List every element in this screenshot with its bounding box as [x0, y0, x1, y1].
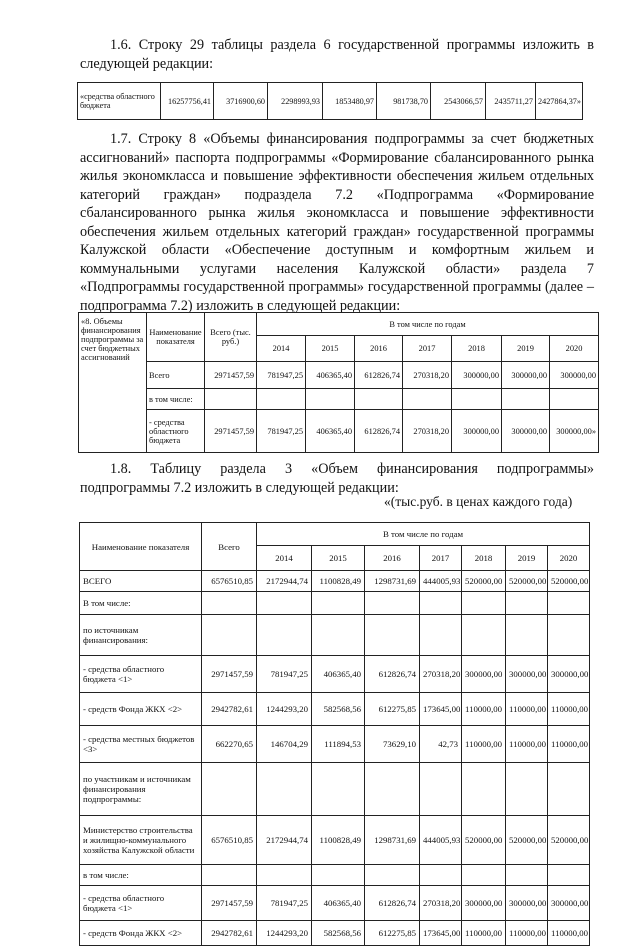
table3-col-total: Всего [202, 523, 257, 571]
table2-col-total: Всего (тыс. руб.) [205, 313, 257, 362]
table3-row-name: - средства областного бюджета <1> [80, 656, 202, 693]
table3-cell: 406365,40 [312, 656, 365, 693]
table-row [80, 726, 590, 763]
table-row [78, 83, 583, 120]
table3-row-name: - средства областного бюджета <1> [80, 886, 202, 921]
table2-cell: 300000,00 [502, 410, 550, 453]
table3-total: 6576510,85 [202, 816, 257, 865]
table3-cell: 300000,00 [462, 886, 506, 921]
table3-cell: 1298731,69 [365, 816, 420, 865]
table2-year: 2019 [502, 336, 550, 362]
table3-cell: 1100828,49 [312, 571, 365, 592]
table3-total: 2942782,61 [202, 921, 257, 946]
table3-row-name: - средств Фонда ЖКХ <2> [80, 921, 202, 946]
table2-col-name: Наименование показателя [147, 313, 205, 362]
table3-row-name: в том числе: [80, 865, 202, 886]
table2-cell: 406365,40 [306, 410, 355, 453]
table3-cell: 300000,00 [548, 886, 590, 921]
table2-cell: 300000,00 [502, 362, 550, 389]
section-1-8: 1.8. Таблицу раздела 3 «Объем финансирования подпрограммы» подпрограммы 7.2 изложить в следующей редакции: [80, 461, 594, 496]
table3-cell: 110000,00 [548, 726, 590, 763]
table3-cell: 110000,00 [506, 921, 548, 946]
table3-cell: 1244293,20 [257, 921, 312, 946]
table3-total: 2942782,61 [202, 693, 257, 726]
table3-cell: 612826,74 [365, 656, 420, 693]
table-row [80, 523, 590, 546]
table3-row-name: - средств Фонда ЖКХ <2> [80, 693, 202, 726]
table3-cell: 1298731,69 [365, 571, 420, 592]
table1-cell: 2298993,93 [268, 83, 323, 120]
units-note: «(тыс.руб. в ценах каждого года) [384, 494, 573, 509]
table3-cell: 520000,00 [506, 816, 548, 865]
table2-row-header: «8. Объемы финансирования подпрограммы за счет бюджетных ассигнований [79, 313, 147, 453]
table2-cell: 300000,00 [452, 362, 502, 389]
table1-label: «средства областного бюджета [78, 83, 161, 120]
table2-year: 2020 [550, 336, 599, 362]
table1-cell: 2427864,37» [536, 83, 583, 120]
table2-years-header: В том числе по годам [257, 313, 599, 336]
table-row [80, 886, 590, 921]
table2-cell: 300000,00» [550, 410, 599, 453]
table3-cell: 300000,00 [462, 656, 506, 693]
table3-cell: 42,73 [420, 726, 462, 763]
table-row [80, 865, 590, 886]
table3-cell: 582568,56 [312, 693, 365, 726]
table-row [80, 656, 590, 693]
table-row [80, 921, 590, 946]
table3-cell: 300000,00 [548, 656, 590, 693]
table3-year: 2015 [312, 546, 365, 571]
table3-cell: 300000,00 [506, 886, 548, 921]
table-row [79, 362, 599, 389]
table2-row-name: Всего [147, 362, 205, 389]
table-row [80, 571, 590, 592]
table2-cell: 270318,20 [403, 410, 452, 453]
table1-cell: 1853480,97 [323, 83, 377, 120]
table3-cell: 406365,40 [312, 886, 365, 921]
table3-cell: 111894,53 [312, 726, 365, 763]
table3-cell: 582568,56 [312, 921, 365, 946]
table3-cell: 300000,00 [506, 656, 548, 693]
table3-cell: 146704,29 [257, 726, 312, 763]
table2-cell: 300000,00 [550, 362, 599, 389]
table2-cell: 612826,74 [355, 410, 403, 453]
table1-cell: 2435711,27 [486, 83, 536, 120]
table-row [80, 592, 590, 615]
table3-cell: 110000,00 [462, 693, 506, 726]
table3-total: 2971457,59 [202, 886, 257, 921]
table1-cell: 3716900,60 [214, 83, 268, 120]
table2-year: 2017 [403, 336, 452, 362]
table3-cell: 781947,25 [257, 886, 312, 921]
table3-total: 6576510,85 [202, 571, 257, 592]
table3-col-name: Наименование показателя [80, 523, 202, 571]
table-row [79, 389, 599, 410]
table3-cell: 73629,10 [365, 726, 420, 763]
table3-cell: 270318,20 [420, 886, 462, 921]
table2-total: 2971457,59 [205, 410, 257, 453]
table3-cell: 110000,00 [506, 693, 548, 726]
table2-year: 2016 [355, 336, 403, 362]
table3-cell: 173645,00 [420, 693, 462, 726]
table2-cell: 612826,74 [355, 362, 403, 389]
table3-cell: 444005,93 [420, 571, 462, 592]
table3-cell: 110000,00 [548, 921, 590, 946]
table2-year: 2018 [452, 336, 502, 362]
table3-year: 2020 [548, 546, 590, 571]
table3-cell: 520000,00 [548, 816, 590, 865]
table3-years-header: В том числе по годам [257, 523, 590, 546]
table3-cell: 110000,00 [506, 726, 548, 763]
table3-row-name: В том числе: [80, 592, 202, 615]
table3-cell: 110000,00 [462, 921, 506, 946]
table3-cell: 612275,85 [365, 693, 420, 726]
table-row [80, 763, 590, 816]
table3-cell: 520000,00 [462, 571, 506, 592]
section-1-7: 1.7. Строку 8 «Объемы финансирования подпрограммы за счет бюджетных ассигнований» паспорта подпрограммы «Формирование сбалансированного рынка жилья экономкласса и повышение эффективности обеспечения жильем отдельных категорий граждан» подраздела 7.2 «Подпрограмма «Формирование сбалансированного рынка жилья экономкласса и повышение эффективности обеспечения жильем отдельных категорий граждан» государственной программы Калужской области «Обеспечение доступным и комфортным жильем и коммунальными услугами населения Калужской области» раздела 7 «Подпрограммы государственной программы» государственной программы (далее – подпрограмма 7.2) изложить в следующей редакции: [80, 131, 594, 314]
table2-row-name: - средства областного бюджета [147, 410, 205, 453]
table3-cell: 1100828,49 [312, 816, 365, 865]
table3-cell: 520000,00 [462, 816, 506, 865]
table3-total: 662270,65 [202, 726, 257, 763]
table2-year: 2014 [257, 336, 306, 362]
table3-year: 2016 [365, 546, 420, 571]
table3-year: 2017 [420, 546, 462, 571]
table-1-6 [77, 82, 583, 120]
table3-row-name: по источникам финансирования: [80, 615, 202, 656]
table-row [79, 410, 599, 453]
table3-row-name: по участникам и источникам финансирования подпрограммы: [80, 763, 202, 816]
table3-year: 2014 [257, 546, 312, 571]
table1-cell: 981738,70 [377, 83, 431, 120]
table2-cell: 406365,40 [306, 362, 355, 389]
table3-cell: 520000,00 [548, 571, 590, 592]
table3-cell: 612826,74 [365, 886, 420, 921]
table3-year: 2019 [506, 546, 548, 571]
table3-cell: 270318,20 [420, 656, 462, 693]
table3-cell: 520000,00 [506, 571, 548, 592]
table3-cell: 781947,25 [257, 656, 312, 693]
table3-cell: 173645,00 [420, 921, 462, 946]
table-row [79, 313, 599, 336]
table3-cell: 110000,00 [462, 726, 506, 763]
table3-cell: 612275,85 [365, 921, 420, 946]
table2-cell: 270318,20 [403, 362, 452, 389]
table3-row-name: - средства местных бюджетов <3> [80, 726, 202, 763]
table2-cell: 300000,00 [452, 410, 502, 453]
table-1-8 [79, 522, 590, 946]
table3-cell: 444005,93 [420, 816, 462, 865]
table-row [80, 693, 590, 726]
table-row [80, 615, 590, 656]
table1-cell: 16257756,41 [161, 83, 214, 120]
table2-cell: 781947,25 [257, 410, 306, 453]
table3-row-name: Министерство строительства и жилищно-коммунального хозяйства Калужской области [80, 816, 202, 865]
table3-cell: 2172944,74 [257, 571, 312, 592]
table2-cell: 781947,25 [257, 362, 306, 389]
table-row [80, 816, 590, 865]
table3-cell: 2172944,74 [257, 816, 312, 865]
table3-total: 2971457,59 [202, 656, 257, 693]
table3-cell: 110000,00 [548, 693, 590, 726]
table2-row-name: в том числе: [147, 389, 205, 410]
table-1-7 [78, 312, 599, 453]
table2-year: 2015 [306, 336, 355, 362]
table3-row-name: ВСЕГО [80, 571, 202, 592]
table1-cell: 2543066,57 [431, 83, 486, 120]
table2-total: 2971457,59 [205, 362, 257, 389]
section-1-6: 1.6. Строку 29 таблицы раздела 6 государственной программы изложить в следующей редакции: [80, 37, 594, 72]
table3-year: 2018 [462, 546, 506, 571]
table3-cell: 1244293,20 [257, 693, 312, 726]
